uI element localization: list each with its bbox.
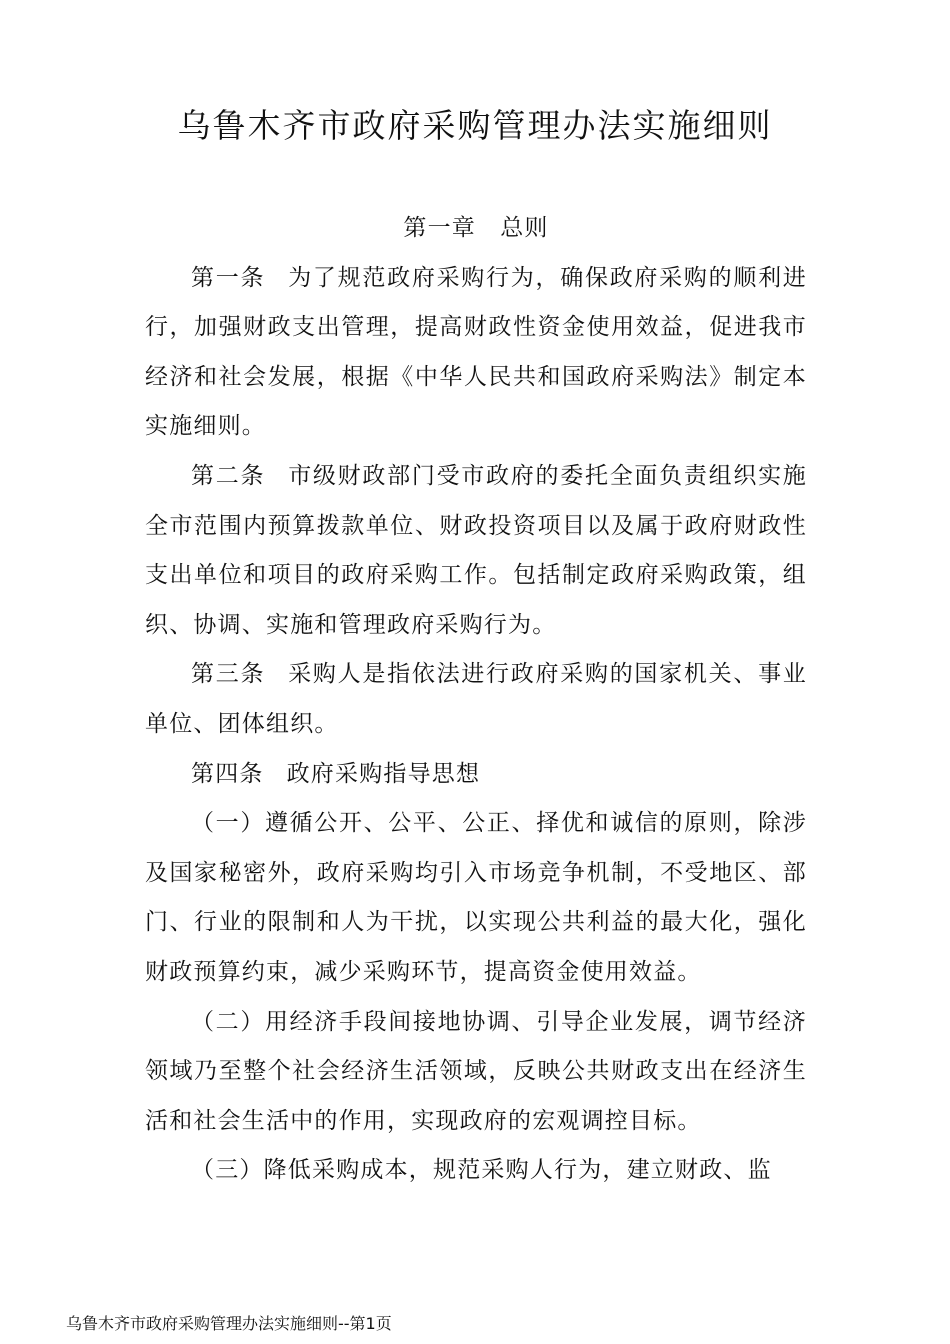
article-text: 政府采购指导思想	[286, 760, 481, 787]
article-label: 第一条	[191, 264, 266, 291]
article-text: 市级财政部门受市政府的委托全面负责组织实施全市范围内预算拨款单位、财政投资项目以及属于政府财政性支出单位和项目的政府采购工作。包括制定政府采购政策，组织、协调、实施和管理政府采购行为。	[145, 462, 808, 638]
article-label: 第四条	[191, 760, 264, 787]
article-label: 第二条	[191, 462, 266, 489]
article-paragraph	[145, 650, 807, 749]
chapter-heading: 第一章 总则	[403, 215, 549, 241]
page-footer: 乌鲁木齐市政府采购管理办法实施细则--第1页	[66, 1314, 392, 1333]
article-label: 第三条	[191, 661, 266, 688]
page-title: 乌鲁木齐市政府采购管理办法实施细则	[177, 106, 773, 145]
document-body	[145, 204, 807, 1196]
article-text: 采购人是指依法进行政府采购的国家机关、事业单位、团体组织。	[145, 661, 808, 737]
article-paragraph	[145, 452, 807, 650]
article-paragraph	[145, 254, 807, 452]
article-paragraph	[145, 750, 807, 800]
clause-paragraph	[145, 1146, 807, 1196]
clause-paragraph	[145, 998, 807, 1147]
clause-text: （二）用经济手段间接地协调、引导企业发展，调节经济领域乃至整个社会经济生活领域，反映公共财政支出在经济生活和社会生活中的作用，实现政府的宏观调控目标。	[145, 1008, 807, 1134]
clause-text: （一）遵循公开、公平、公正、择优和诚信的原则，除涉及国家秘密外，政府采购均引入市场竞争机制，不受地区、部门、行业的限制和人为干扰，以实现公共利益的最大化，强化财政预算约束，减少采购环节，提高资金使用效益。	[145, 810, 807, 985]
clause-paragraph	[145, 799, 807, 997]
article-text: 为了规范政府采购行为，确保政府采购的顺利进行，加强财政支出管理，提高财政性资金使用效益，促进我市经济和社会发展，根据《中华人民共和国政府采购法》制定本实施细则。	[145, 264, 808, 440]
clause-text: （三）降低采购成本，规范采购人行为，建立财政、监	[191, 1157, 772, 1184]
